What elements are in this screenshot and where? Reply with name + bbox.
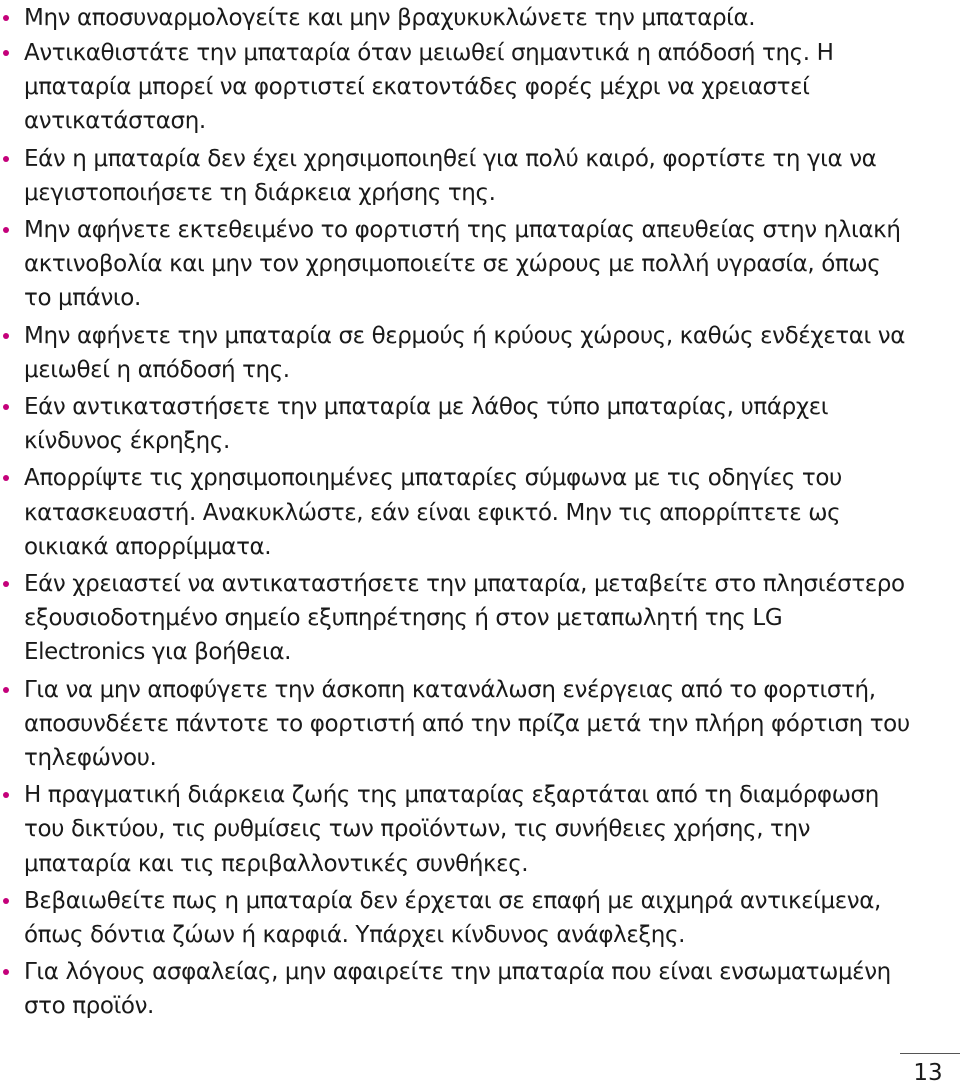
- bullet-icon: [3, 15, 9, 21]
- list-item-text: Για να μην αποφύγετε την άσκοπη κατανάλωση ενέργειας από το φορτιστή, αποσυνδέετε πάντοτε το φορτιστή από την πρίζα μετά την πλήρη φόρτιση του τηλεφώνου.: [24, 676, 910, 772]
- bullet-icon: [3, 404, 9, 410]
- bullet-icon: [3, 898, 9, 904]
- list-item: [0, 673, 910, 776]
- bullet-icon: [3, 969, 9, 975]
- list-item-text: Εάν η μπαταρία δεν έχει χρησιμοποιηθεί για πολύ καιρό, φορτίστε τη για να μεγιστοποιήσετε τη διάρκεια χρήσης της.: [24, 145, 877, 206]
- list-item-text: Μην αποσυναρμολογείτε και μην βραχυκυκλώνετε την μπαταρία.: [24, 5, 756, 31]
- list-item: [0, 36, 910, 139]
- bullet-icon: [3, 581, 9, 587]
- list-item-text: Αντικαθιστάτε την μπαταρία όταν μειωθεί σημαντικά η απόδοσή της. Η μπαταρία μπορεί να φορτιστεί εκατοντάδες φορές μέχρι να χρειαστεί αντικατάσταση.: [24, 40, 834, 135]
- list-item: [0, 390, 910, 458]
- bullet-icon: [3, 227, 9, 233]
- bullet-icon: [3, 156, 9, 162]
- list-item: [0, 955, 910, 1023]
- list-item: [0, 461, 910, 564]
- list-item: [0, 884, 910, 952]
- list-item: [0, 319, 910, 387]
- list-item-text: Βεβαιωθείτε πως η μπαταρία δεν έρχεται σε επαφή με αιχμηρά αντικείμενα, όπως δόντια ζώων ή καρφιά. Υπάρχει κίνδυνος ανάφλεξης.: [24, 887, 881, 949]
- list-item: [0, 778, 910, 881]
- list-item-text: Για λόγους ασφαλείας, μην αφαιρείτε την μπαταρία που είναι ενσωματωμένη στο προϊόν.: [24, 959, 891, 1020]
- bullet-icon: [3, 50, 9, 56]
- bullet-icon: [3, 475, 9, 481]
- bullet-icon: [3, 792, 9, 798]
- list-item-text: Μην αφήνετε εκτεθειμένο το φορτιστή της μπαταρίας απευθείας στην ηλιακή ακτινοβολία και μην τον χρησιμοποιείτε σε χώρους με πολλή υγρασία, όπως το μπάνιο.: [24, 217, 901, 312]
- list-item: [0, 3, 910, 33]
- page-number: 13: [913, 1060, 943, 1086]
- footer-divider: [900, 1053, 960, 1054]
- list-item-text: Εάν χρειαστεί να αντικαταστήσετε την μπαταρία, μεταβείτε στο πλησιέστερο εξουσιοδοτημένο σημείο εξυπηρέτησης ή στον μεταπωλητή της LG Electronics για βοήθεια.: [24, 571, 905, 666]
- list-item-text: Απορρίψτε τις χρησιμοποιημένες μπαταρίες σύμφωνα με τις οδηγίες του κατασκευαστή. Ανακυκλώστε, εάν είναι εφικτό. Μην τις απορρίπτετε ως οικιακά απορρίμματα.: [24, 465, 842, 560]
- list-item-text: Η πραγματική διάρκεια ζωής της μπαταρίας εξαρτάται από τη διαμόρφωση του δικτύου, τις ρυθμίσεις των προϊόντων, τις συνήθειες χρήσης, την μπαταρία και τις περιβαλλοντικές συνθήκες.: [24, 782, 879, 877]
- list-item-text: Μην αφήνετε την μπαταρία σε θερμούς ή κρύους χώρους, καθώς ενδέχεται να μειωθεί η απόδοσή της.: [24, 322, 905, 383]
- list-item-text: Εάν αντικαταστήσετε την μπαταρία με λάθος τύπο μπαταρίας, υπάρχει κίνδυνος έκρηξης.: [24, 394, 829, 455]
- list-item: [0, 213, 910, 316]
- bullet-icon: [3, 687, 9, 693]
- list-item: [0, 567, 910, 670]
- list-item: [0, 142, 910, 210]
- bullet-icon: [3, 333, 9, 339]
